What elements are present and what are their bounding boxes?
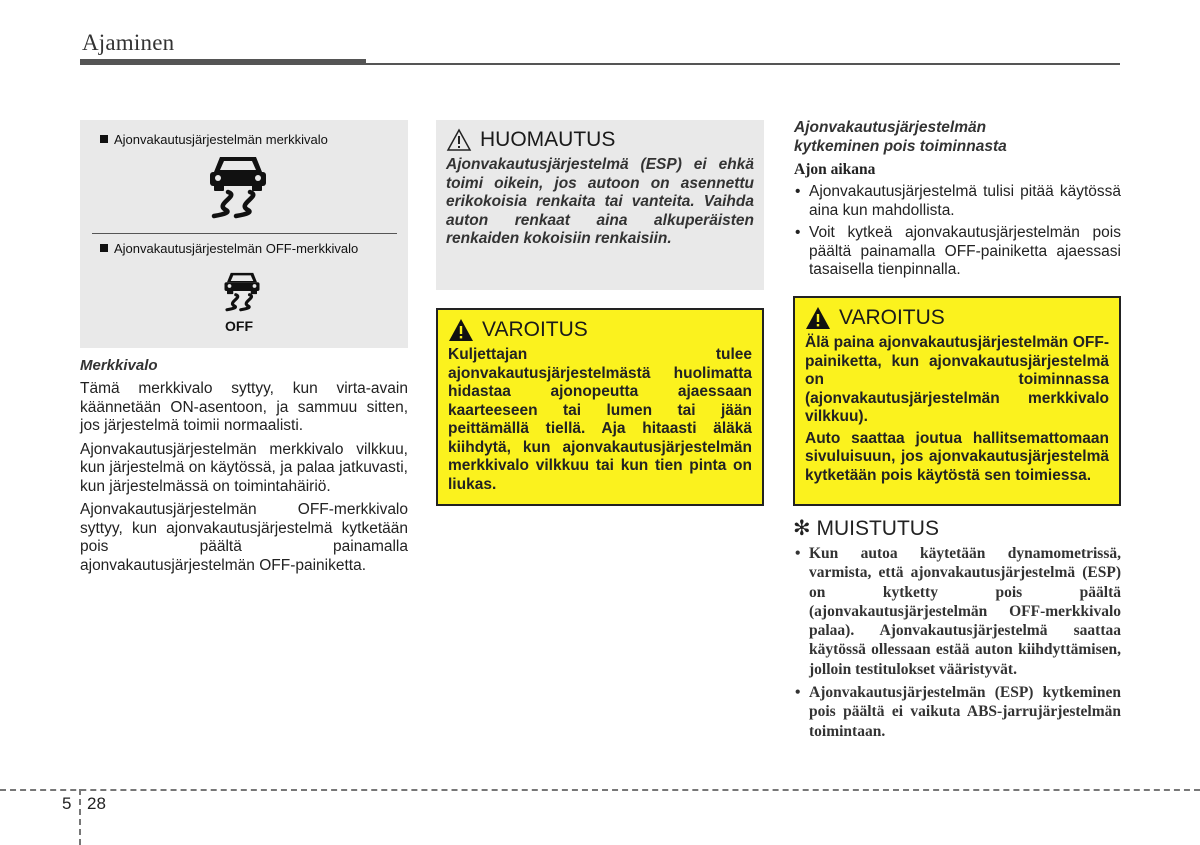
esp-indicator-icon [206,152,270,220]
huomautus-title [446,128,754,152]
varoitus-text [448,346,752,494]
esp-off-heading: Ajonvakautusjärjestelmän kytkeminen pois toiminnasta [794,119,1007,155]
esp-off-bullets [793,183,1121,284]
esp-off-indicator-icon [222,266,262,316]
list-item-text: Ajonvakautusjärjestelmä tulisi pitää käytössä aina kun mahdollista. [809,183,1121,219]
paragraph: Ajonvakautusjärjestelmän merkkivalo vilkkuu, kun järjestelmä on käytössä, ja palaa jatkuvasti, kun järjestelmässä on toimintahäiriö. [80,440,408,495]
huomautus-title-text: HUOMAUTUS [480,128,616,151]
varoitus-title [448,318,752,342]
warning-icon [448,318,474,342]
varoitus-box-1 [436,308,764,506]
varoitus-title-text: VAROITUS [839,306,945,329]
square-bullet-icon [100,135,108,143]
paragraph: Auto saattaa joutua hallitsemattomaan sivuluisuun, jos ajonvakautusjärjestelmä kytketään pois käytöstä sen toimiessa. [805,429,1109,484]
muistutus-title [793,516,939,541]
paragraph: Ajonvakautusjärjestelmän OFF-merkkivalo syttyy, kun ajonvakautusjärjestelmä kytketään pois päältä painamalla ajonvakautusjärjestelmän OFF-painiketta. [80,501,408,574]
paragraph: Kuljettajan tulee ajonvakautusjärjestelmästä huolimatta hidastaa ajonopeutta ajaessaan kaarteeseen tai lumen tai jään peittämällä tiellä. Aja hitaasti äläkä kiihdytä, kun ajonvakautusjärjestelmän merkkivalo vilkkuu tai kun tien pinta on liukas. [448,346,752,493]
caption-off-indicator [100,241,358,256]
off-label: OFF [225,318,253,334]
caption-off-indicator-text: Ajonvakautusjärjestelmän OFF-merkkivalo [114,241,359,256]
list-item-text: Kun autoa käytetään dynamometrissä, varmista, että ajonvakautusjärjestelmä (ESP) on kytketty pois päältä (ajonvakautusjärjestelmän OFF-merkkivalo palaa). Ajonvakautusjärjestelmä saattaa käytössä ollessaan estää auton kiihdyttämisen, jolloin testitulokset vääristyvät. [809,545,1121,678]
list-item-text: Ajonvakautusjärjestelmän (ESP) kytkeminen pois päältä ei vaikuta ABS-jarrujärjestelmän toimintaan. [809,684,1121,740]
paragraph: Tämä merkkivalo syttyy, kun virta-avain käännetään ON-asentoon, ja sammuu sitten, jos järjestelmä toimii normaalisti. [80,380,408,434]
muistutus-title-text: MUISTUTUS [816,517,939,540]
varoitus-title [805,306,1109,330]
icon-divider [92,233,397,234]
list-item-text: Voit kytkeä ajonvakautusjärjestelmän pois päältä painamalla OFF-painiketta ajaessasi tasaisella tienpinnalla. [809,224,1121,278]
chapter-number: 5 [62,794,72,813]
square-bullet-icon [100,244,108,252]
list-item: • Ajonvakautusjärjestelmä tulisi pitää käytössä aina kun mahdollista. [795,183,1121,219]
muistutus-body [793,544,1121,745]
warning-icon [805,306,831,330]
merkkivalo-heading: Merkkivalo [80,357,158,374]
varoitus-text [805,334,1109,485]
list-item: • Ajonvakautusjärjestelmän (ESP) kytkeminen pois päältä ei vaikuta ABS-jarrujärjestelmän toimintaan. [795,684,1121,740]
caption-indicator [100,132,328,147]
paragraph: Älä paina ajonvakautusjärjestelmän OFF-painiketta, kun ajonvakautusjärjestelmä on toiminnassa (ajonvakautusjärjestelmän merkkivalo vilkkuu). [805,334,1109,425]
footer-divider [79,789,81,845]
caption-indicator-text: Ajonvakautusjärjestelmän merkkivalo [114,132,328,147]
varoitus-box-2 [793,296,1121,506]
header-rule-thick [80,59,366,65]
huomautus-text: Ajonvakautusjärjestelmä (ESP) ei ehkä toimi oikein, jos autoon on asennettu erikokoisia renkaita tai vanteita. Vaihda auton renkaat aina alkuperäisten renkaiden kokoisiin renkaisiin. [446,156,754,247]
section-title: Ajaminen [82,30,175,55]
huomautus-box [436,120,764,290]
list-item: • Kun autoa käytetään dynamometrissä, varmista, että ajonvakautusjärjestelmä (ESP) on kytketty pois päältä (ajonvakautusjärjestelmän OFF-merkkivalo palaa). Ajonvakautusjärjestelmä saattaa käytössä ollessaan estää auton kiihdyttämisen, jolloin testitulokset vääristyvät. [795,545,1121,678]
header-rule [366,63,1120,65]
merkkivalo-body [80,380,408,580]
ajon-aikana-subheading: Ajon aikana [794,161,876,178]
asterisk-icon: ✻ [793,517,811,540]
footer-rule [0,789,1200,791]
caution-outline-icon [446,128,472,152]
varoitus-title-text: VAROITUS [482,318,588,341]
page-number: 28 [87,794,106,813]
list-item: • Voit kytkeä ajonvakautusjärjestelmän pois päältä painamalla OFF-painiketta ajaessasi tasaisella tienpinnalla. [795,224,1121,278]
